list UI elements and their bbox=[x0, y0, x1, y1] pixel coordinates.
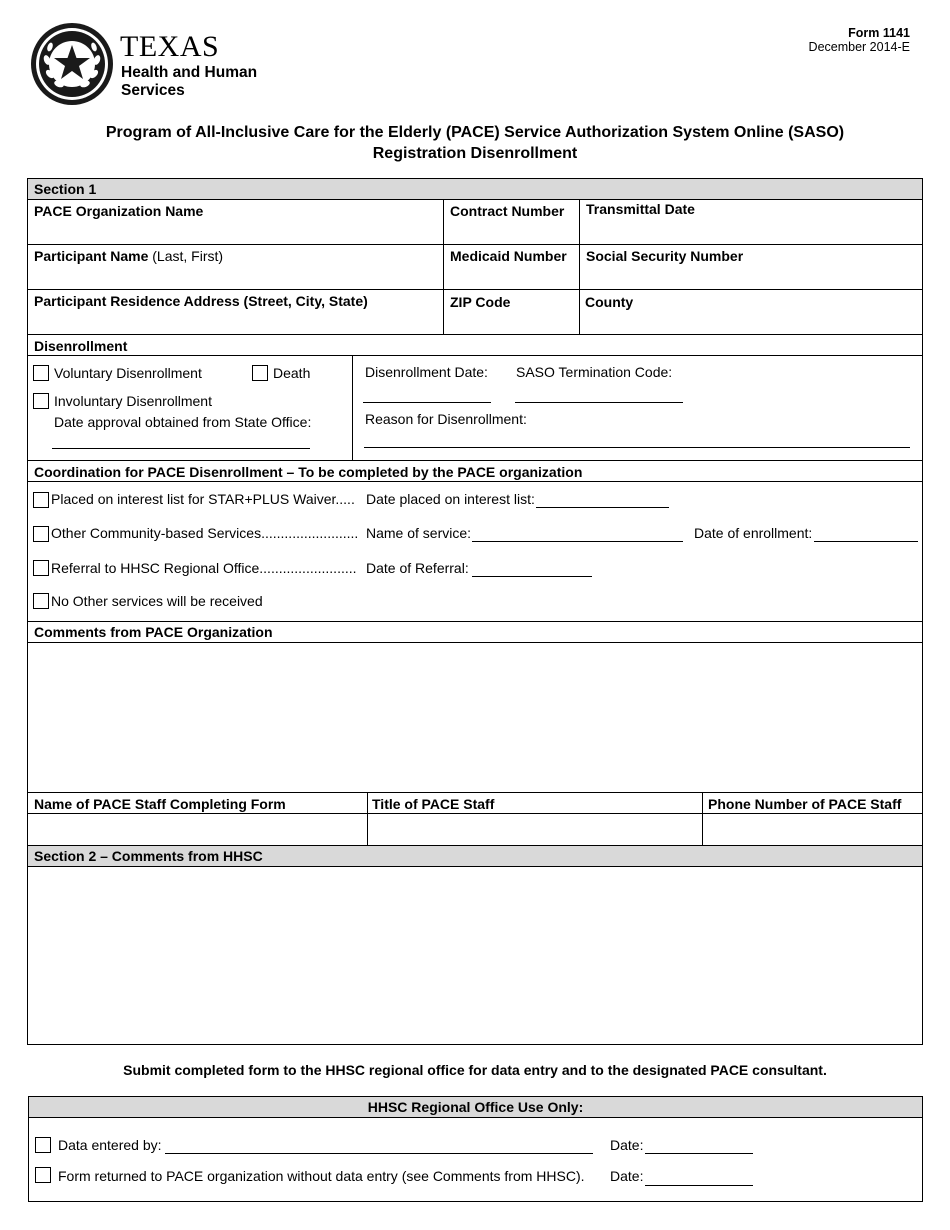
involuntary-label: Involuntary Disenrollment bbox=[54, 393, 212, 409]
data-entered-input[interactable] bbox=[165, 1153, 593, 1154]
agency-subtitle: Health and Human Services bbox=[121, 64, 258, 99]
date-1-label: Date: bbox=[610, 1137, 644, 1153]
reason-input[interactable] bbox=[364, 447, 910, 448]
form-identifier bbox=[809, 26, 910, 54]
page-title: Program of All-Inclusive Care for the Elderly (PACE) Service Authorization System Online (SASO) Registration Disenrollment bbox=[105, 124, 845, 162]
section2-heading: Section 2 – Comments from HHSC bbox=[34, 848, 263, 864]
county-field[interactable]: County bbox=[585, 294, 634, 310]
ssn-field[interactable]: Social Security Number bbox=[586, 248, 744, 264]
date-approval-label: Date approval obtained from State Office: bbox=[54, 414, 312, 430]
transmittal-date-field[interactable]: Transmittal Date bbox=[586, 201, 695, 217]
no-other-label: No Other services will be received bbox=[51, 593, 263, 609]
office-use-heading: HHSC Regional Office Use Only: bbox=[367, 1099, 584, 1115]
data-entered-checkbox[interactable] bbox=[35, 1137, 51, 1153]
date-enrollment-input[interactable] bbox=[814, 541, 918, 542]
staff-name-input[interactable] bbox=[28, 814, 367, 845]
other-services-checkbox[interactable] bbox=[33, 526, 49, 542]
death-checkbox[interactable] bbox=[252, 365, 268, 381]
date-interest-input[interactable] bbox=[536, 507, 669, 508]
disenrollment-date-input[interactable] bbox=[363, 402, 491, 403]
coordination-heading: Coordination for PACE Disenrollment – To be completed by the PACE organization bbox=[34, 464, 583, 480]
date-2-label: Date: bbox=[610, 1168, 644, 1184]
date-2-input[interactable] bbox=[645, 1185, 753, 1186]
section1-heading: Section 1 bbox=[34, 181, 97, 197]
staff-title-label: Title of PACE Staff bbox=[372, 796, 495, 812]
agency-name: TEXAS bbox=[120, 30, 220, 63]
reason-label: Reason for Disenrollment: bbox=[365, 411, 527, 427]
date-referral-label: Date of Referral: bbox=[366, 560, 469, 576]
texas-seal-icon bbox=[30, 22, 114, 106]
voluntary-label: Voluntary Disenrollment bbox=[54, 365, 202, 381]
involuntary-checkbox[interactable] bbox=[33, 393, 49, 409]
staff-phone-input[interactable] bbox=[703, 814, 922, 845]
name-of-service-label: Name of service: bbox=[366, 525, 472, 541]
comments-pace-textarea[interactable] bbox=[28, 643, 922, 792]
interest-list-checkbox[interactable] bbox=[33, 492, 49, 508]
voluntary-checkbox[interactable] bbox=[33, 365, 49, 381]
referral-checkbox[interactable] bbox=[33, 560, 49, 576]
date-interest-label: Date placed on interest list: bbox=[366, 491, 535, 507]
form-returned-checkbox[interactable] bbox=[35, 1167, 51, 1183]
saso-code-label: SASO Termination Code: bbox=[516, 364, 673, 380]
date-1-input[interactable] bbox=[645, 1153, 753, 1154]
date-approval-input[interactable] bbox=[52, 448, 310, 449]
death-label: Death bbox=[273, 365, 311, 381]
referral-label: Referral to HHSC Regional Office......................... bbox=[51, 560, 357, 576]
medicaid-number-field[interactable]: Medicaid Number bbox=[450, 248, 567, 264]
pace-org-name-field[interactable]: PACE Organization Name bbox=[34, 203, 204, 219]
comments-pace-heading: Comments from PACE Organization bbox=[34, 624, 273, 640]
date-referral-input[interactable] bbox=[472, 576, 592, 577]
other-services-label: Other Community-based Services......................... bbox=[51, 525, 359, 541]
staff-phone-label: Phone Number of PACE Staff bbox=[708, 796, 902, 812]
disenrollment-heading: Disenrollment bbox=[34, 338, 128, 354]
zip-code-field[interactable]: ZIP Code bbox=[450, 294, 511, 310]
disenrollment-date-label: Disenrollment Date: bbox=[365, 364, 488, 380]
submit-note: Submit completed form to the HHSC regional office for data entry and to the designated PACE consultant. bbox=[123, 1062, 827, 1078]
hhsc-comments-textarea[interactable] bbox=[28, 867, 922, 1044]
data-entered-label: Data entered by: bbox=[58, 1137, 162, 1153]
staff-name-label: Name of PACE Staff Completing Form bbox=[34, 796, 286, 812]
form-date: December 2014-E bbox=[808, 40, 910, 54]
no-other-checkbox[interactable] bbox=[33, 593, 49, 609]
form-returned-label: Form returned to PACE organization without data entry (see Comments from HHSC). bbox=[58, 1168, 585, 1184]
interest-list-label: Placed on interest list for STAR+PLUS Waiver..... bbox=[51, 491, 355, 507]
contract-number-field[interactable]: Contract Number bbox=[450, 203, 565, 219]
staff-title-input[interactable] bbox=[368, 814, 702, 845]
saso-code-input[interactable] bbox=[515, 402, 683, 403]
residence-address-field[interactable]: Participant Residence Address (Street, City, State) bbox=[34, 293, 368, 309]
participant-name-field[interactable]: Participant Name (Last, First) bbox=[34, 248, 224, 264]
date-enrollment-label: Date of enrollment: bbox=[694, 525, 813, 541]
form-number: Form 1141 bbox=[848, 26, 910, 40]
section1-header bbox=[28, 179, 922, 199]
name-of-service-input[interactable] bbox=[472, 541, 683, 542]
